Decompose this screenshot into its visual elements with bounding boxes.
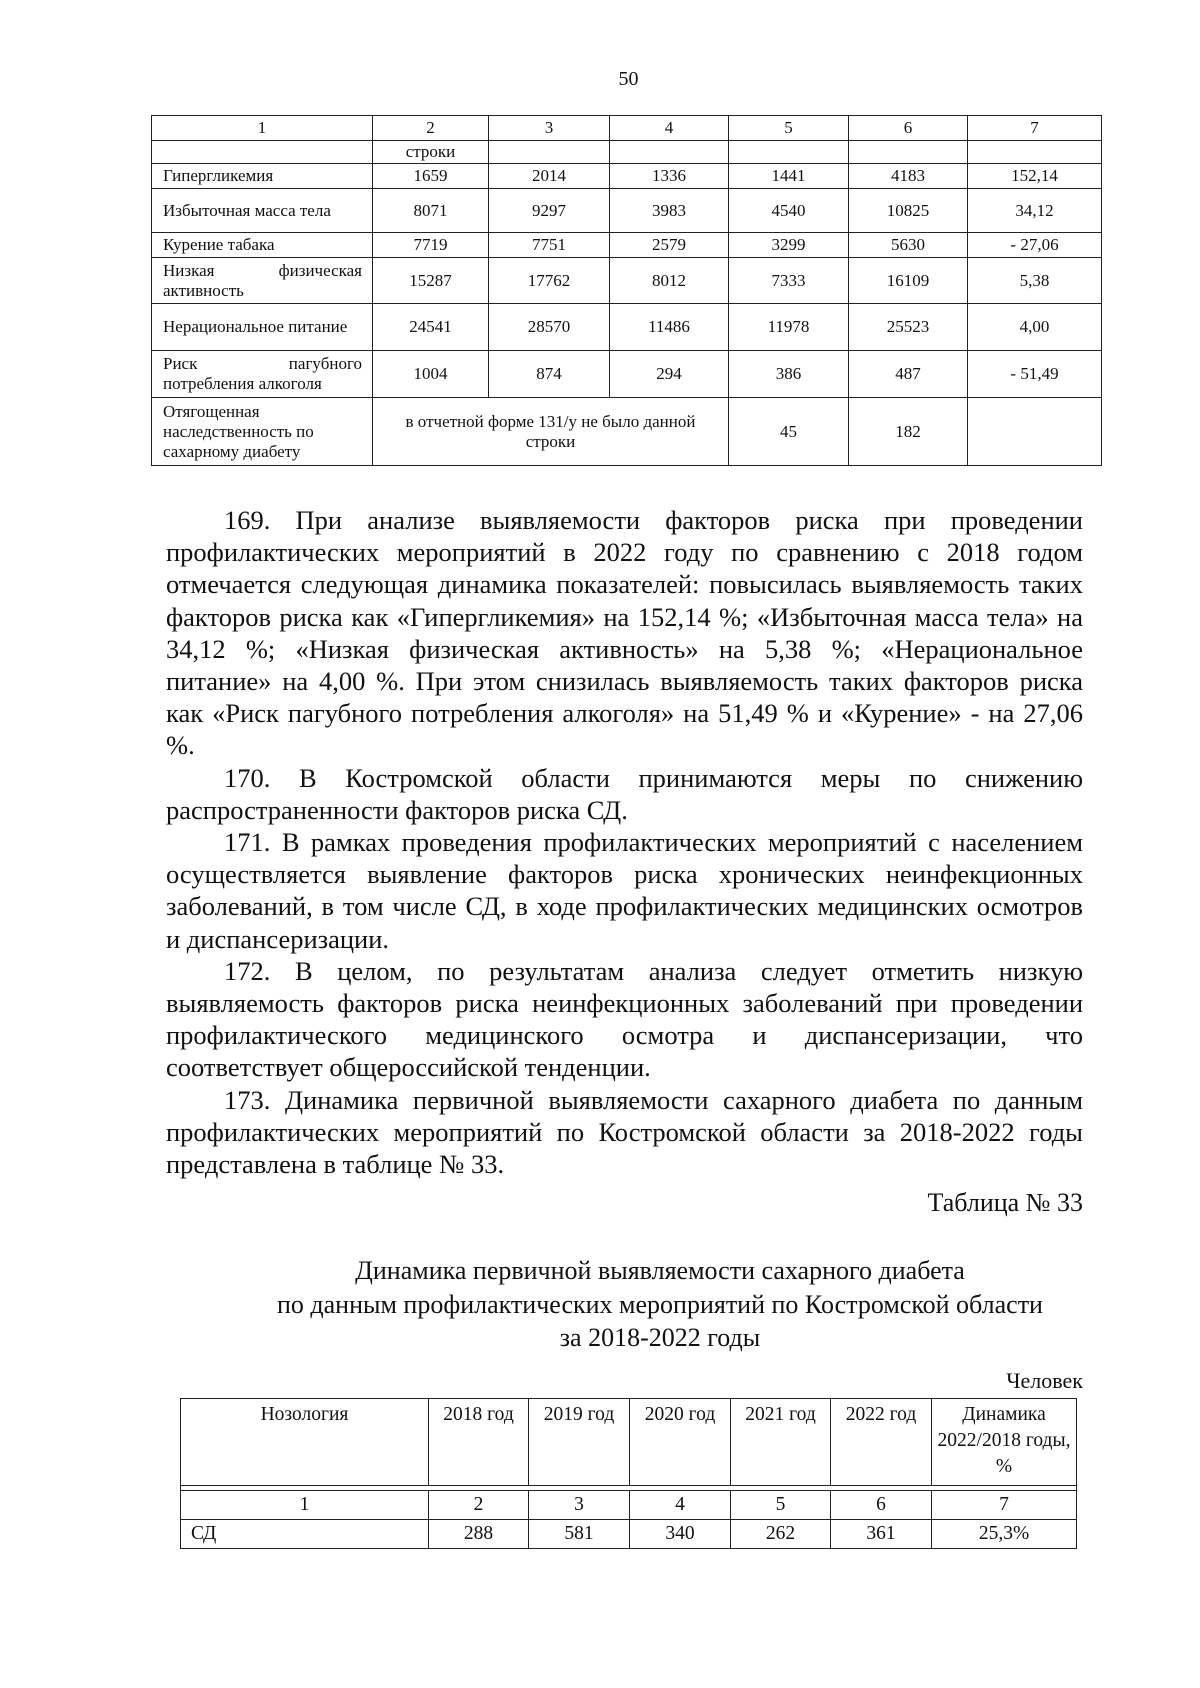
row-label: Отягощенная наследственность по сахарному диабету [152, 398, 373, 466]
diabetes-detection-table [180, 1398, 1077, 1549]
table-cell: 1441 [729, 164, 849, 189]
table-cell: строки [373, 141, 489, 164]
table-cell: 25,3% [932, 1520, 1077, 1549]
row-label: Низкая физическая активность [152, 258, 373, 304]
page-number: 50 [618, 68, 639, 90]
column-number: 6 [831, 1491, 932, 1520]
header-cell: 2 [373, 116, 489, 141]
header-cell: 2021 год [731, 1399, 831, 1486]
row-label: Избыточная масса тела [152, 189, 373, 233]
row-label: СД [181, 1520, 429, 1549]
table-cell: 4183 [849, 164, 968, 189]
table-continuation-row [152, 141, 1102, 164]
table-cell: 45 [729, 398, 849, 466]
table-unit: Человек [1006, 1368, 1083, 1393]
table-header-row [181, 1399, 1077, 1486]
header-cell: 2018 год [429, 1399, 529, 1486]
table-cell: 10825 [849, 189, 968, 233]
header-cell: 1 [152, 116, 373, 141]
table-cell: 28570 [489, 304, 610, 351]
table-header-row [152, 116, 1102, 141]
table-cell: 7751 [489, 233, 610, 258]
table-cell: - 51,49 [968, 351, 1102, 398]
table-cell: 5630 [849, 233, 968, 258]
row-label: Гипергликемия [152, 164, 373, 189]
table-cell: 581 [529, 1520, 630, 1549]
table-cell: 340 [630, 1520, 731, 1549]
table-cell: 152,14 [968, 164, 1102, 189]
table-cell: 4540 [729, 189, 849, 233]
table-cell: 24541 [373, 304, 489, 351]
table-row [152, 164, 1102, 189]
table-row [152, 398, 1102, 466]
table-cell: 17762 [489, 258, 610, 304]
table-cell [729, 141, 849, 164]
table-row [181, 1520, 1077, 1549]
column-number: 3 [529, 1491, 630, 1520]
table-cell: 9297 [489, 189, 610, 233]
table-cell: 294 [610, 351, 729, 398]
row-label: Курение табака [152, 233, 373, 258]
table-title [190, 1254, 1130, 1355]
paragraph: 169. При анализе выявляемости факторов риска при проведении профилактических мероприятий в 2022 году по сравнению с 2018 годом отмечается следующая динамика показателей: повысилась выявляемость таких факторов риска как «Гипергликемия» на 152,14 %; «Избыточная масса тела» на 34,12 %; «Низкая физическая активность» на 5,38 %; «Нерациональное питание» на 4,00 %. При этом снизилась выявляемость таких факторов риска как «Риск пагубного потребления алкоголя» на 51,49 % и «Курение» - на 27,06 %. [166, 505, 1083, 761]
column-number: 1 [181, 1491, 429, 1520]
column-number: 2 [429, 1491, 529, 1520]
paragraph: 173. Динамика первичной выявляемости сахарного диабета по данным профилактических мероприятий по Костромской области за 2018-2022 годы представлена в таблице № 33. [166, 1084, 1083, 1180]
table-row [152, 189, 1102, 233]
header-cell: 6 [849, 116, 968, 141]
table-number: Таблица № 33 [927, 1188, 1083, 1217]
paragraph: 171. В рамках проведения профилактических мероприятий с населением осуществляется выявление факторов риска хронических неинфекционных заболеваний, в том числе СД, в ходе профилактических медицинских осмотров и диспансеризации. [166, 827, 1083, 954]
table-cell [849, 141, 968, 164]
table-cell: 2579 [610, 233, 729, 258]
column-number: 5 [731, 1491, 831, 1520]
table-cell: 1659 [373, 164, 489, 189]
column-number: 4 [630, 1491, 731, 1520]
table-cell [968, 141, 1102, 164]
header-cell: Нозология [181, 1399, 429, 1486]
table-cell: 182 [849, 398, 968, 466]
header-cell: 2020 год [630, 1399, 731, 1486]
table-cell: 5,38 [968, 258, 1102, 304]
table-row [152, 304, 1102, 351]
body-text [166, 504, 1083, 1180]
merged-note-cell: в отчетной форме 131/у не было данной строки [373, 398, 729, 466]
table-cell: 3299 [729, 233, 849, 258]
table-cell [610, 141, 729, 164]
table-cell: 11978 [729, 304, 849, 351]
row-label: Нерациональное питание [152, 304, 373, 351]
column-number: 7 [932, 1491, 1077, 1520]
column-number-row [181, 1491, 1077, 1520]
table-cell: 34,12 [968, 189, 1102, 233]
header-cell: 7 [968, 116, 1102, 141]
table-cell: 2014 [489, 164, 610, 189]
table-cell: 1336 [610, 164, 729, 189]
table-cell: 3983 [610, 189, 729, 233]
paragraph: 170. В Костромской области принимаются меры по снижению распространенности факторов риска СД. [166, 762, 1083, 825]
table-title-line: Динамика первичной выявляемости сахарного диабета [355, 1256, 965, 1285]
table-cell: 386 [729, 351, 849, 398]
table-cell: 25523 [849, 304, 968, 351]
table-cell: 7719 [373, 233, 489, 258]
paragraph: 172. В целом, по результатам анализа следует отметить низкую выявляемость факторов риска неинфекционных заболеваний при проведении профилактического медицинского осмотра и диспансеризации, что соответствует общероссийской тенденции. [166, 955, 1083, 1083]
header-cell: 2019 год [529, 1399, 630, 1486]
header-cell: 3 [489, 116, 610, 141]
table-cell: 16109 [849, 258, 968, 304]
row-label: Риск пагубного потребления алкоголя [152, 351, 373, 398]
table-cell: 8012 [610, 258, 729, 304]
table-row [152, 233, 1102, 258]
table-cell: 15287 [373, 258, 489, 304]
table-cell: 288 [429, 1520, 529, 1549]
header-cell: Динамика 2022/2018 годы, % [932, 1399, 1077, 1486]
table-cell [968, 398, 1102, 466]
table-cell [489, 141, 610, 164]
table-cell: 8071 [373, 189, 489, 233]
header-cell: 4 [610, 116, 729, 141]
table-title-line: по данным профилактических мероприятий по Костромской области [277, 1289, 1043, 1319]
header-cell: 5 [729, 116, 849, 141]
table-row [152, 351, 1102, 398]
table-cell: 1004 [373, 351, 489, 398]
risk-factors-table [151, 115, 1102, 466]
table-cell: 487 [849, 351, 968, 398]
table-cell: 11486 [610, 304, 729, 351]
table-title-line: за 2018-2022 годы [559, 1323, 761, 1352]
header-cell: 2022 год [831, 1399, 932, 1486]
table-cell [152, 141, 373, 164]
table-row [152, 258, 1102, 304]
table-cell: - 27,06 [968, 233, 1102, 258]
table-cell: 361 [831, 1520, 932, 1549]
table-cell: 7333 [729, 258, 849, 304]
table-cell: 4,00 [968, 304, 1102, 351]
table-cell: 262 [731, 1520, 831, 1549]
table-cell: 874 [489, 351, 610, 398]
